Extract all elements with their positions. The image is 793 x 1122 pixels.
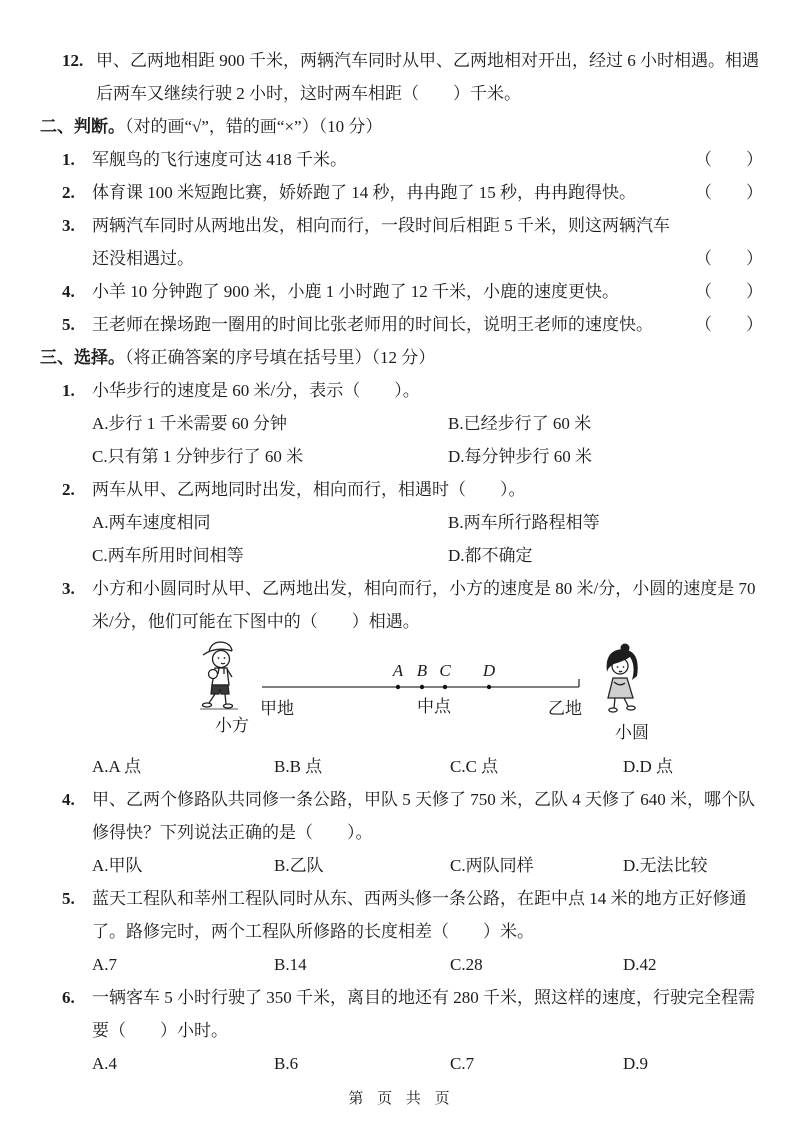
section-title: 二、判断。 — [40, 117, 125, 136]
question-12 — [62, 44, 763, 110]
options-row — [92, 750, 763, 783]
judge-item — [62, 209, 763, 275]
options-row — [92, 849, 763, 882]
judge-item — [62, 143, 763, 176]
option: C.7 — [450, 1054, 475, 1073]
option: C.两车所用时间相等 — [92, 546, 244, 565]
question-number: 3. — [62, 216, 75, 235]
question-text: 小羊 10 分钟跑了 900 米，小鹿 1 小时跑了 12 千米，小鹿的速度更快。 — [92, 282, 619, 301]
question-text: 甲、乙两地相距 900 千米，两辆汽车同时从甲、乙两地相对开出，经过 6 小时相遇。相遇后两车又继续行驶 2 小时，这时两车相距（ ）千米。 — [96, 51, 759, 103]
choice-list — [40, 374, 763, 1080]
option: D.都不确定 — [448, 546, 533, 565]
diagram-canvas — [92, 638, 762, 750]
answer-bracket: （ ） — [695, 249, 763, 268]
point-b-label: B — [416, 661, 428, 680]
option: A.4 — [92, 1054, 118, 1073]
question-number: 12. — [62, 51, 84, 70]
option: D.D 点 — [623, 757, 674, 776]
section-note: （对的画“√”，错的画“×”）（10 分） — [125, 117, 383, 136]
question-number: 5. — [62, 889, 75, 908]
choice-item — [62, 783, 763, 882]
question-text: 甲、乙两个修路队共同修一条公路，甲队 5 天修了 750 米，乙队 4 天修了 640 米，哪个队修得快？下列说法正确的是（ ）。 — [92, 790, 755, 842]
option: A.甲队 — [92, 856, 143, 875]
point-c-label: C — [439, 661, 451, 680]
judge-item — [62, 275, 763, 308]
choice-item — [62, 374, 763, 473]
option: A.步行 1 千米需要 60 分钟 — [92, 414, 288, 433]
option: D.无法比较 — [623, 856, 708, 875]
judge-item — [62, 176, 763, 209]
point-a-label: A — [392, 661, 404, 680]
start-place-label: 甲地 — [260, 699, 294, 718]
question-text: 蓝天工程队和莘州工程队同时从东、西两头修一条公路，在距中点 14 米的地方正好修通了。路修完时，两个工程队所修路的长度相差（ ）米。 — [92, 889, 747, 941]
option: D.42 — [623, 955, 657, 974]
question-number: 4. — [62, 790, 75, 809]
option: C.两队同样 — [450, 856, 534, 875]
point-d-label: D — [482, 661, 496, 680]
options-row — [92, 1047, 763, 1080]
question-number: 6. — [62, 988, 75, 1007]
answer-bracket: （ ） — [695, 315, 763, 334]
section-judge-header — [40, 110, 763, 143]
question-text: 两车从甲、乙两地同时出发，相向而行，相遇时（ ）。 — [92, 480, 526, 499]
question-text: 小方和小圆同时从甲、乙两地出发，相向而行，小方的速度是 80 米/分，小圆的速度是 70 米/分，他们可能在下图中的（ ）相遇。 — [92, 579, 756, 631]
option: B.两车所行路程相等 — [448, 513, 600, 532]
option: B.乙队 — [274, 856, 324, 875]
question-number: 1. — [62, 150, 75, 169]
option: B.B 点 — [274, 757, 323, 776]
question-text: 体育课 100 米短跑比赛，娇娇跑了 14 秒，冉冉跑了 15 秒，冉冉跑得快。 — [92, 183, 636, 202]
question-number: 5. — [62, 315, 75, 334]
option: A.7 — [92, 955, 118, 974]
option: D.9 — [623, 1054, 649, 1073]
page-footer: 第 页 共 页 — [348, 1091, 455, 1107]
answer-bracket: （ ） — [695, 282, 763, 301]
section-choice-header — [40, 341, 763, 374]
options-row — [92, 407, 763, 473]
question-number: 2. — [62, 183, 75, 202]
question-text: 王老师在操场跑一圈用的时间比张老师用的时间长，说明王老师的速度快。 — [92, 315, 653, 334]
option: C.28 — [450, 955, 483, 974]
question-text: 军舰鸟的飞行速度可达 418 千米。 — [92, 150, 347, 169]
question-number: 4. — [62, 282, 75, 301]
choice-item — [62, 473, 763, 572]
option: A.A 点 — [92, 757, 142, 776]
boy-figure-icon — [200, 642, 238, 709]
question-number: 2. — [62, 480, 75, 499]
option: A.两车速度相同 — [92, 513, 211, 532]
diagram-slot — [92, 638, 763, 750]
boy-name-label: 小方 — [215, 716, 249, 735]
midpoint-label: 中点 — [417, 697, 451, 716]
judge-list — [40, 143, 763, 341]
meeting-point-diagram — [92, 638, 762, 750]
option: C.C 点 — [450, 757, 499, 776]
option: B.14 — [274, 955, 307, 974]
question-text: 小华步行的速度是 60 米/分，表示（ ）。 — [92, 381, 420, 400]
question-text: 一辆客车 5 小时行驶了 350 千米，离目的地还有 280 千米，照这样的速度，行驶完全程需要（ ）小时。 — [92, 988, 755, 1040]
choice-item — [62, 572, 763, 783]
options-row — [92, 948, 763, 981]
choice-item — [62, 882, 763, 981]
section-note: （将正确答案的序号填在括号里）（12 分） — [125, 348, 436, 367]
judge-item — [62, 308, 763, 341]
option: B.6 — [274, 1054, 299, 1073]
option: B.已经步行了 60 米 — [448, 414, 592, 433]
option: D.每分钟步行 60 米 — [448, 447, 593, 466]
option: C.只有第 1 分钟步行了 60 米 — [92, 447, 304, 466]
options-row — [92, 506, 763, 572]
girl-name-label: 小圆 — [615, 723, 649, 742]
question-number: 1. — [62, 381, 75, 400]
question-text: 两辆汽车同时从两地出发，相向而行，一段时间后相距 5 千米，则这两辆汽车还没相遇过。 — [92, 216, 670, 268]
question-number: 3. — [62, 579, 75, 598]
answer-bracket: （ ） — [695, 150, 763, 169]
answer-bracket: （ ） — [695, 183, 763, 202]
end-place-label: 乙地 — [548, 699, 582, 718]
choice-item — [62, 981, 763, 1080]
section-title: 三、选择。 — [40, 348, 125, 367]
girl-figure-icon — [607, 644, 638, 713]
